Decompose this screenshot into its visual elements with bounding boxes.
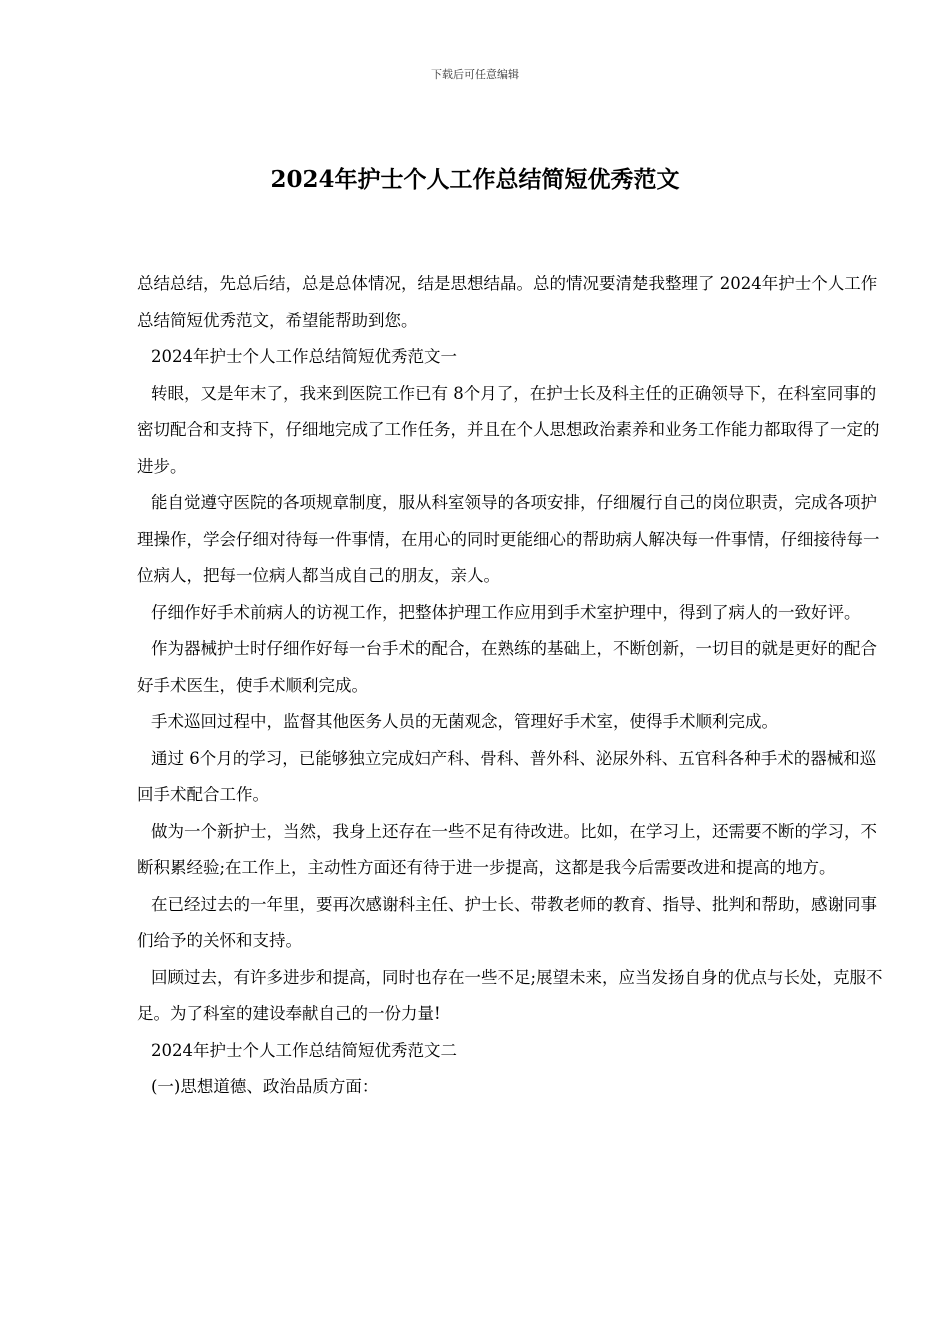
- body-paragraph: 仔细作好手术前病人的访视工作，把整体护理工作应用到手术室护理中，得到了病人的一致好评。: [151, 602, 861, 622]
- document-title: 2024年护士个人工作总结简短优秀范文: [270, 166, 680, 193]
- body-paragraph: 做为一个新护士，当然，我身上还存在一些不足有待改进。比如，在学习上，还需要不断的学习，不断积累经验;在工作上，主动性方面还有待于进一步提高，这都是我今后需要改进和提高的地方。: [137, 821, 877, 877]
- body-paragraph: 通过 6个月的学习，已能够独立完成妇产科、骨科、普外科、泌尿外科、五官科各种手术的器械和巡回手术配合工作。: [137, 748, 877, 804]
- body-paragraph: 回顾过去，有许多进步和提高，同时也存在一些不足;展望未来，应当发扬自身的优点与长处，克服不足。为了科室的建设奉献自己的一份力量!: [137, 967, 883, 1023]
- body-paragraph: 转眼，又是年末了，我来到医院工作已有 8个月了，在护士长及科主任的正确领导下，在科室同事的密切配合和支持下，仔细地完成了工作任务，并且在个人思想政治素养和业务工作能力都取得了一定的进步。: [137, 383, 880, 476]
- section-heading-2: 2024年护士个人工作总结简短优秀范文二: [151, 1040, 457, 1060]
- body-paragraph: 在已经过去的一年里，要再次感谢科主任、护士长、带教老师的教育、指导、批判和帮助，感谢同事们给予的关怀和支持。: [137, 894, 877, 950]
- document-body: [137, 266, 885, 1106]
- body-paragraph: 手术巡回过程中，监督其他医务人员的无菌观念，管理好手术室，使得手术顺利完成。: [151, 712, 778, 731]
- header-note: 下载后可任意编辑: [431, 68, 519, 81]
- section-heading-1: 2024年护士个人工作总结简短优秀范文一: [151, 347, 457, 366]
- body-paragraph: 作为器械护士时仔细作好每一台手术的配合，在熟练的基础上，不断创新，一切目的就是更好的配合好手术医生，使手术顺利完成。: [137, 639, 877, 695]
- body-paragraph: 能自觉遵守医院的各项规章制度，服从科室领导的各项安排，仔细履行自己的岗位职责，完成各项护理操作，学会仔细对待每一件事情，在用心的同时更能细心的帮助病人解决每一件事情，仔细接待每一位病人，把每一位病人都当成自己的朋友，亲人。: [137, 493, 880, 585]
- subsection-heading: (一)思想道德、政治品质方面：: [151, 1077, 379, 1096]
- intro-paragraph: 总结总结，先总后结，总是总体情况，结是思想结晶。总的情况要清楚我整理了 2024年护士个人工作总结简短优秀范文，希望能帮助到您。: [137, 274, 878, 330]
